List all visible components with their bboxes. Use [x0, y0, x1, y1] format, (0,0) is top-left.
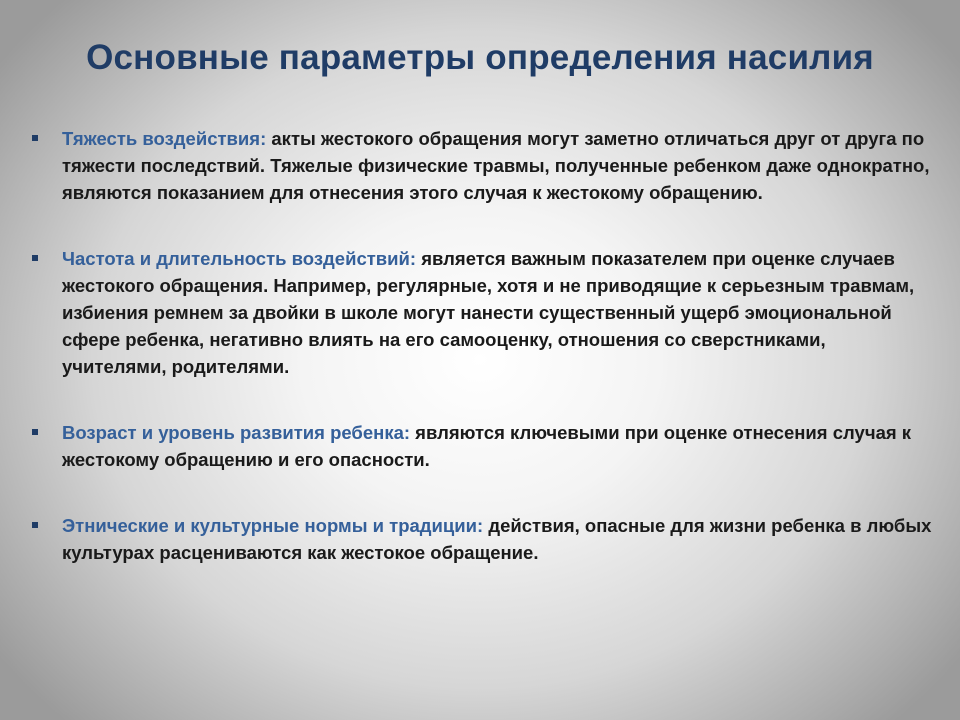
- bullet-text: является важным показателем при оценке случаев жестокого обращения. Например, регулярные, хотя и не приводящие к серьезным травмам, избиения ремнем за двойки в школе могут нанести существенный ущерб эмоциональной сфере ребенка, негативно влиять на его самооценку, отношения со сверстниками, учителями, родителями.: [62, 248, 915, 377]
- bullet-text: являются ключевыми при оценке отнесения случая к жестокому обращению и его опасности.: [62, 422, 912, 470]
- bullet-text: акты жестокого обращения могут заметно отличаться друг от друга по тяжести последствий. Тяжелые физические травмы, полученные ребенком даже однократно, являются показанием для отнесения этого случая к жестокому обращению.: [62, 128, 930, 203]
- bullet-term: Тяжесть воздействия:: [62, 128, 267, 149]
- bullet-item-age: [32, 419, 932, 473]
- bullet-list: [32, 125, 932, 605]
- square-bullet-icon: [32, 135, 38, 141]
- bullet-term: Этнические и культурные нормы и традиции:: [62, 515, 484, 536]
- bullet-text: действия, опасные для жизни ребенка в любых культурах расцениваются как жестокое обращение.: [62, 515, 932, 563]
- bullet-item-cultural-norms: [32, 512, 932, 566]
- square-bullet-icon: [32, 429, 38, 435]
- square-bullet-icon: [32, 522, 38, 528]
- bullet-term: Частота и длительность воздействий:: [62, 248, 417, 269]
- bullet-item-frequency: [32, 245, 932, 380]
- slide-title: Основные параметры определения насилия: [86, 38, 874, 77]
- square-bullet-icon: [32, 255, 38, 261]
- bullet-item-severity: [32, 125, 932, 206]
- bullet-term: Возраст и уровень развития ребенка:: [62, 422, 411, 443]
